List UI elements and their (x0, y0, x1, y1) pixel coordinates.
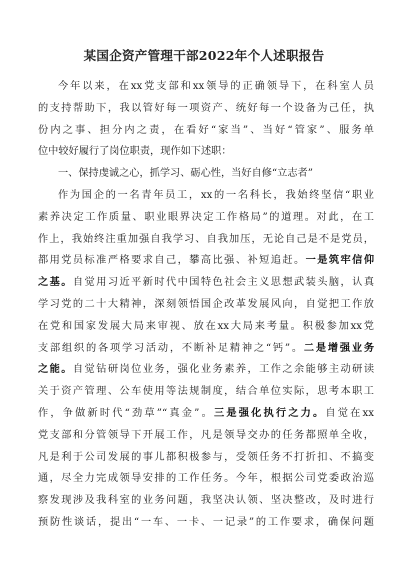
text-span: 学习党的二十大精神，深刻领悟国企改革发展风向，自觉把工作放 (38, 298, 374, 310)
text-span: 一、保持虔诚之心，抓学习、砺心性，当好自修“立志者” (58, 168, 313, 180)
body-line (38, 512, 374, 534)
body-line (38, 76, 374, 98)
text-span: 自觉用习近平新时代中国特色社会主义思想武装头脑，认真 (72, 277, 374, 289)
body-line (38, 381, 374, 403)
body-line (38, 490, 374, 512)
text-span: 位中较好履行了岗位职责，现作如下述职： (38, 146, 232, 158)
body-line (38, 316, 374, 338)
body-line (38, 338, 374, 360)
text-span: 通，尽全力完成领导安排的工作任务。今年，根据公司党委政治巡 (38, 473, 374, 485)
bold-text-span: 二是增强业务 (303, 341, 374, 354)
text-span: 作，争做新时代“劲草”“真金”。 (38, 407, 214, 419)
text-span: 察发现涉及我科室的业务问题，我坚决认领、坚决整改，及时进行 (38, 495, 374, 507)
body-line (38, 207, 374, 229)
text-span: 素养决定工作质量、职业眼界决定工作格局”的道理。对此，在工 (38, 211, 374, 223)
text-span: 作为国企的一名青年员工，xx的一名科长，我始终坚信“职业 (58, 189, 374, 201)
bold-text-span: 之基。 (38, 276, 73, 289)
body-line (38, 403, 374, 425)
text-span: 自觉在xx (325, 407, 374, 419)
text-span: 都用党员标准严格要求自己，攀高比强、补短追赶。 (38, 255, 306, 267)
body-line (38, 447, 374, 469)
body-line (38, 163, 374, 185)
text-span: 凡是利于公司发展的事儿都积极参与，受领任务不打折扣、不搞变 (38, 451, 374, 463)
text-span: 关于资产管理、公车使用等法规制度，结合单位实际，思考本职工 (38, 386, 374, 398)
bold-text-span: 之能。 (38, 363, 73, 376)
body-line (38, 120, 374, 142)
text-span: 预防性谈话，提出“一车、一卡、一记录”的工作要求，确保问题 (38, 516, 374, 528)
body-line (38, 98, 374, 120)
document-title: 某国企资产管理干部2022年个人述职报告 (83, 48, 325, 63)
body-line (38, 141, 374, 163)
text-span: 党支部和分管领导下开展工作，凡是领导交办的任务都照单全收， (38, 429, 374, 441)
text-span: 在党和国家发展大局来审视、放在xx大局来考量。积极参加xx党 (38, 320, 374, 332)
bold-text-span: 一是筑牢信仰 (305, 254, 374, 267)
body-line (38, 185, 374, 207)
body-line (38, 272, 374, 294)
text-span: 的支持帮助下，我以管好每一项资产、统好每一个设备为己任，执 (38, 102, 374, 114)
text-span: 自觉钻研岗位业务，强化业务素养，工作之余能够主动研读 (72, 364, 374, 376)
body-line (38, 294, 374, 316)
text-span: 今年以来，在xx党支部和xx领导的正确领导下，在科室人员 (58, 81, 374, 92)
body-line (38, 425, 374, 447)
document-body (38, 76, 374, 534)
body-line (38, 250, 374, 272)
text-span: 份内之事、担分内之责，在看好“家当”、当好“管家”、服务单 (38, 124, 374, 136)
body-line (38, 229, 374, 251)
bold-text-span: 三是强化执行之力。 (213, 406, 326, 419)
body-line (38, 359, 374, 381)
text-span: 作上，我始终注重加强自我学习、自我加压，无论自己是不是党员， (38, 233, 374, 245)
body-line (38, 468, 374, 490)
text-span: 支部组织的各项学习活动，不断补足精神之“钙”。 (38, 342, 304, 354)
